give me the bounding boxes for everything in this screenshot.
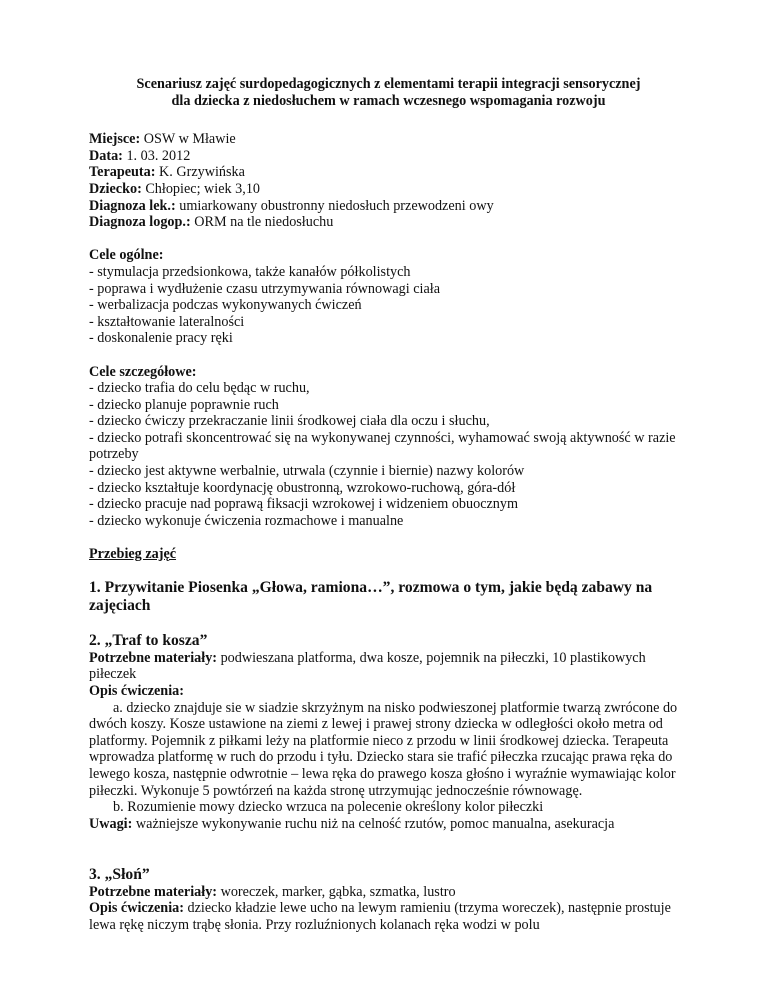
info-speech-diagnosis: Diagnoza logop.: ORM na tle niedosłuchu: [89, 214, 334, 231]
section-2: [89, 632, 688, 833]
info-therapist: Terapeuta: K. Grzywińska: [89, 164, 245, 181]
list-item: - poprawa i wydłużenie czasu utrzymywania równowagi ciała: [89, 280, 441, 297]
list-item: - dziecko jest aktywne werbalnie, utrwala (czynnie i biernie) nazwy kolorów: [89, 463, 525, 480]
section-2-paragraph-a: a. dziecko znajduje sie w siadzie skrzyżnym na nisko podwieszonej platformie twarzą zwrócone do dwóch koszy. Kosze ustawione na ziemi z lewej i prawej strony dziecka w odległości około metra od platformy. Pojemnik z piłkami leży na platformie nieco z przodu w linii środkowej dziecka. Terapeuta wprowadza platformę w ruch do przodu i tyłu. Dziecko stara sie trafić piłeczka rzucając prawa ręka do lewego kosza, następnie odwrotnie – lewa ręka do prawego kosza głośno i wyraźnie wymawiając kolor piłeczki. Wykonuje 5 powtórzeń na każda stronę utrzymując jednocześnie równowagę.: [89, 699, 678, 799]
detailed-goals: [89, 364, 688, 530]
section-3-materials: Potrzebne materiały: woreczek, marker, gąbka, szmatka, lustro: [89, 883, 456, 900]
list-item: - werbalizacja podczas wykonywanych ćwiczeń: [89, 297, 362, 314]
list-item: - dziecko ćwiczy przekraczanie linii środkowej ciała dla oczu i słuchu,: [89, 413, 490, 430]
list-item: - stymulacja przedsionkowa, także kanałów półkolistych: [89, 263, 411, 280]
list-item: - kształtowanie lateralności: [89, 313, 245, 330]
list-item: - dziecko kształtuje koordynację obustronną, wzrokowo-ruchową, góra-dół: [89, 479, 516, 496]
detailed-goals-heading: Cele szczegółowe:: [89, 363, 197, 380]
section-3-description: Opis ćwiczenia: dziecko kładzie lewe ucho na lewym ramieniu (trzyma woreczek), następnie prostuje lewa rękę niczym trąbę słonia. Przy rozluźnionych kolanach ręka wodzi w polu: [89, 900, 671, 933]
list-item: - dziecko trafia do celu będąc w ruchu,: [89, 380, 310, 397]
info-place: Miejsce: OSW w Mławie: [89, 131, 236, 148]
section-1-heading: 1. Przywitanie Piosenka „Głowa, ramiona…”, rozmowa o tym, jakie będą zabawy na zajęciach: [89, 579, 653, 615]
section-2-paragraph-b: b. Rozumienie mowy dziecko wrzuca na polecenie określony kolor piłeczki: [113, 799, 544, 816]
info-date: Data: 1. 03. 2012: [89, 147, 191, 164]
title-line-2: dla dziecka z niedosłuchem w ramach wczesnego wspomagania rozwoju: [171, 92, 606, 109]
section-2-description-label: Opis ćwiczenia:: [89, 683, 184, 699]
document-title: [89, 76, 688, 109]
course-heading: Przebieg zajęć: [89, 546, 177, 563]
section-2-heading: 2. „Traf to kosza”: [89, 631, 208, 649]
list-item: - dziecko potrafi skoncentrować się na wykonywanej czynności, wyhamować swoją aktywność w razie potrzeby: [89, 429, 676, 463]
general-goals: [89, 247, 688, 347]
list-item: - dziecko pracuje nad poprawą fiksacji wzrokowej i widzeniem obuocznym: [89, 496, 519, 513]
section-3: [89, 866, 688, 934]
section-3-heading: 3. „Słoń”: [89, 865, 150, 883]
title-line-1: Scenariusz zajęć surdopedagogicznych z elementami terapii integracji sensorycznej: [136, 76, 641, 92]
general-goals-heading: Cele ogólne:: [89, 247, 164, 264]
section-2-notes: Uwagi: ważniejsze wykonywanie ruchu niż na celność rzutów, pomoc manualna, asekuracja: [89, 815, 615, 832]
section-2-materials: Potrzebne materiały: podwieszana platforma, dwa kosze, pojemnik na piłeczki, 10 plastikowych piłeczek: [89, 649, 646, 683]
list-item: - dziecko planuje poprawnie ruch: [89, 396, 279, 413]
info-medical-diagnosis: Diagnoza lek.: umiarkowany obustronny niedosłuch przewodzeni owy: [89, 197, 494, 214]
info-child: Dziecko: Chłopiec; wiek 3,10: [89, 180, 261, 197]
list-item: - dziecko wykonuje ćwiczenia rozmachowe i manualne: [89, 512, 404, 529]
list-item: - doskonalenie pracy ręki: [89, 330, 233, 347]
info-block: [89, 131, 688, 231]
